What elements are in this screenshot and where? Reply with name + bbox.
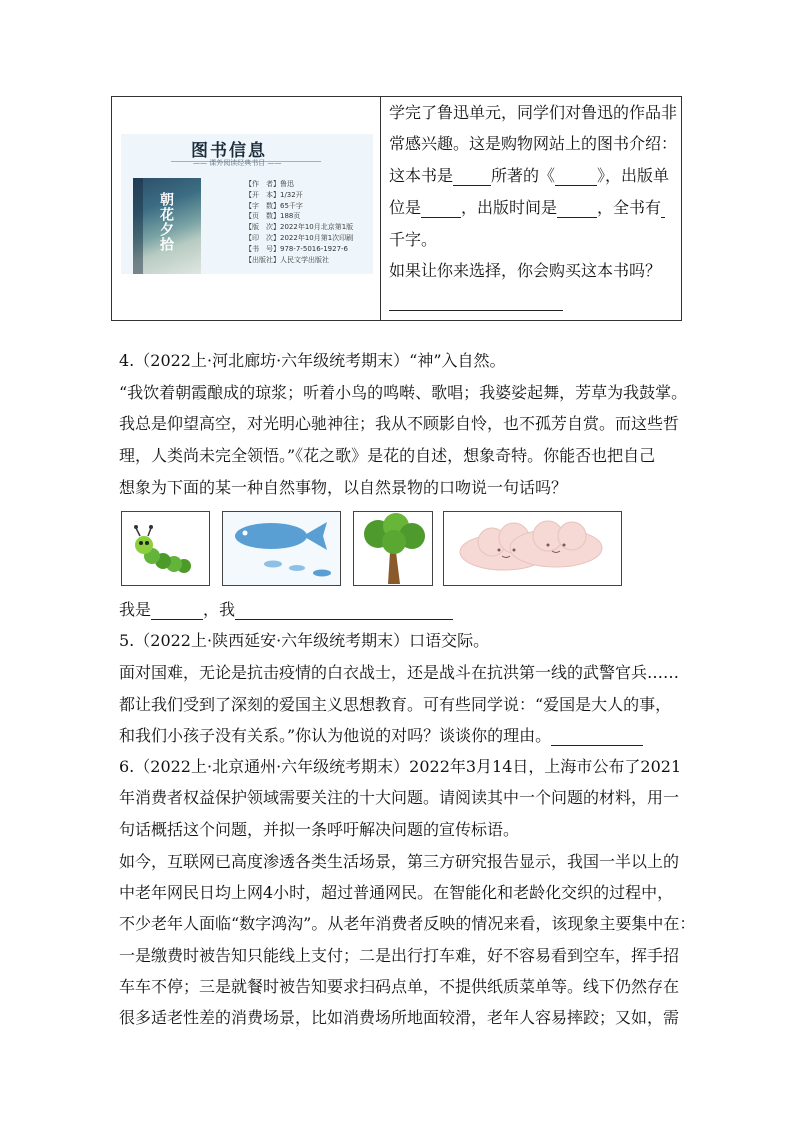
table-text-line <box>389 166 669 186</box>
q6-paragraph: 很多适老性差的消费场景，比如消费场所地面较滑，老年人容易摔跤；又如，需 <box>119 1008 680 1027</box>
caterpillar-picture <box>121 511 210 586</box>
q5-paragraph <box>119 726 643 746</box>
text-segment: 这本书是 <box>389 166 454 185</box>
book-info-value: 人民文学出版社 <box>280 255 329 264</box>
q4-paragraph: 我总是仰望高空，对光明心驰神往；我从不顾影自怜，也不孤芳自赏。而这些哲 <box>119 414 680 433</box>
text-segment: 和我们小孩子没有关系。”你认为他说的对吗？谈谈你的理由。 <box>119 726 552 745</box>
book-info-value: 鲁迅 <box>280 180 294 188</box>
purchase-answer-blank[interactable] <box>389 294 563 311</box>
q4-answer-line <box>119 600 453 620</box>
q4-title: 4.（2022上·河北廊坊·六年级统考期末）“神”入自然。 <box>119 351 506 370</box>
fish-picture <box>222 511 341 586</box>
book-info-list <box>245 179 353 265</box>
book-info-row <box>245 190 353 201</box>
q6-paragraph: 中老年网民日均上网4小时，超过普通网民。在智能化和老龄化交织的过程中， <box>119 883 674 902</box>
nature-thing-blank[interactable] <box>151 603 203 620</box>
text-segment: ，我 <box>203 600 236 619</box>
tree-picture <box>353 511 433 586</box>
q4-paragraph: 想象为下面的某一种自然事物，以自然景物的口吻说一句话吗？ <box>119 478 568 497</box>
table-text-line <box>389 198 665 218</box>
table-text-line <box>389 291 563 311</box>
book-info-row <box>245 244 353 255</box>
book-cover-image <box>133 178 201 274</box>
book-info-key: 【作 者】 <box>245 180 280 188</box>
text-segment: 所著的《 <box>491 166 556 185</box>
book-info-key: 【页 数】 <box>245 212 280 221</box>
word-count-blank[interactable] <box>661 201 665 218</box>
q4-paragraph: 理，人类尚未完全领悟。”《花之歌》是花的自述，想象奇特。你能否也把自己 <box>119 446 656 465</box>
table-text-line: 千字。 <box>389 230 438 249</box>
book-info-value: 2022年10月北京第1版 <box>280 223 354 232</box>
book-info-key: 【版 次】 <box>245 223 280 232</box>
q6-paragraph: 不少老年人面临“数字鸿沟”。从老年消费者反映的情况来看，该现象主要集中在： <box>119 914 696 933</box>
book-info-value: 188页 <box>280 212 301 221</box>
table-text-line: 如果让你来选择，你会购买这本书吗？ <box>389 261 662 280</box>
book-title-blank[interactable] <box>555 169 597 186</box>
book-info-key: 【印 次】 <box>245 233 280 242</box>
book-info-card <box>121 134 373 274</box>
q5-paragraph: 面对国难，无论是抗击疫情的白衣战士，还是战斗在抗洪第一线的武警官兵…… <box>119 663 680 682</box>
text-segment: ，出版时间是 <box>461 198 558 217</box>
publisher-blank[interactable] <box>421 201 461 218</box>
book-info-row <box>245 222 353 233</box>
book-info-row <box>245 201 353 212</box>
text-segment: 位是 <box>389 198 422 217</box>
fish-icon <box>223 512 340 585</box>
publish-date-blank[interactable] <box>557 201 597 218</box>
q6-paragraph: 句话概括这个问题，并拟一条呼吁解决问题的宣传标语。 <box>119 820 520 839</box>
book-question-table <box>111 96 682 321</box>
book-info-row <box>245 255 353 266</box>
q5-paragraph: 都让我们受到了深刻的爱国主义思想教育。可有些同学说：“爱国是大人的事， <box>119 695 672 714</box>
book-info-row <box>245 211 353 222</box>
q4-paragraph: “我饮着朝霞酿成的琼浆；听着小鸟的鸣啭、歌唱；我婆娑起舞，芳草为我鼓掌。 <box>119 383 688 402</box>
q6-paragraph: 年消费者权益保护领域需要关注的十大问题。请阅读其中一个问题的材料，用一 <box>119 788 680 807</box>
q6-title: 6.（2022上·北京通州·六年级统考期末）2022年3月14日，上海市公布了2021 <box>119 757 682 776</box>
table-text-line: 学完了鲁迅单元，同学们对鲁迅的作品非 <box>389 103 678 122</box>
text-segment: 我是 <box>119 600 152 619</box>
book-info-key: 【开 本】 <box>245 190 280 199</box>
book-info-value: 978-7-5016-1927-6 <box>280 244 349 253</box>
book-info-row <box>245 179 353 190</box>
table-divider <box>380 97 381 320</box>
book-cover-title: 朝花夕拾 <box>158 192 174 252</box>
book-card-header <box>191 136 282 167</box>
table-text-line: 常感兴趣。这是购物网站上的图书介绍： <box>389 134 678 153</box>
book-info-key: 【书 号】 <box>245 244 280 253</box>
book-info-key: 【出版社】 <box>245 255 280 264</box>
book-card-subtitle: —— 课外阅读经典书目 —— <box>193 159 282 167</box>
author-blank[interactable] <box>453 169 491 186</box>
book-spine <box>133 178 143 274</box>
book-info-value: 1/32开 <box>280 190 303 199</box>
book-info-value: 65千字 <box>280 201 303 210</box>
q6-paragraph: 一是缴费时被告知只能线上支付；二是出行打车难，好不容易看到空车，挥手招 <box>119 946 680 965</box>
book-info-value: 2022年10月第1次印刷 <box>280 233 354 242</box>
book-info-key: 【字 数】 <box>245 201 280 210</box>
book-info-row <box>245 233 353 244</box>
tree-icon <box>354 512 432 585</box>
book-card-title: 图书信息 <box>191 141 267 161</box>
q5-title: 5.（2022上·陕西延安·六年级统考期末）口语交际。 <box>119 631 490 650</box>
caterpillar-icon <box>122 512 209 585</box>
clouds-icon <box>444 512 621 585</box>
clouds-picture <box>443 511 622 586</box>
q6-paragraph: 如今，互联网已高度渗透各类生活场景，第三方研究报告显示，我国一半以上的 <box>119 852 680 871</box>
nature-sentence-blank[interactable] <box>235 603 453 620</box>
text-segment: 》，出版单 <box>597 166 670 185</box>
text-segment: ，全书有 <box>597 198 662 217</box>
q6-paragraph: 车车不停；三是就餐时被告知要求扫码点单，不提供纸质菜单等。线下仍然存在 <box>119 977 680 996</box>
reason-answer-blank[interactable] <box>551 729 643 746</box>
